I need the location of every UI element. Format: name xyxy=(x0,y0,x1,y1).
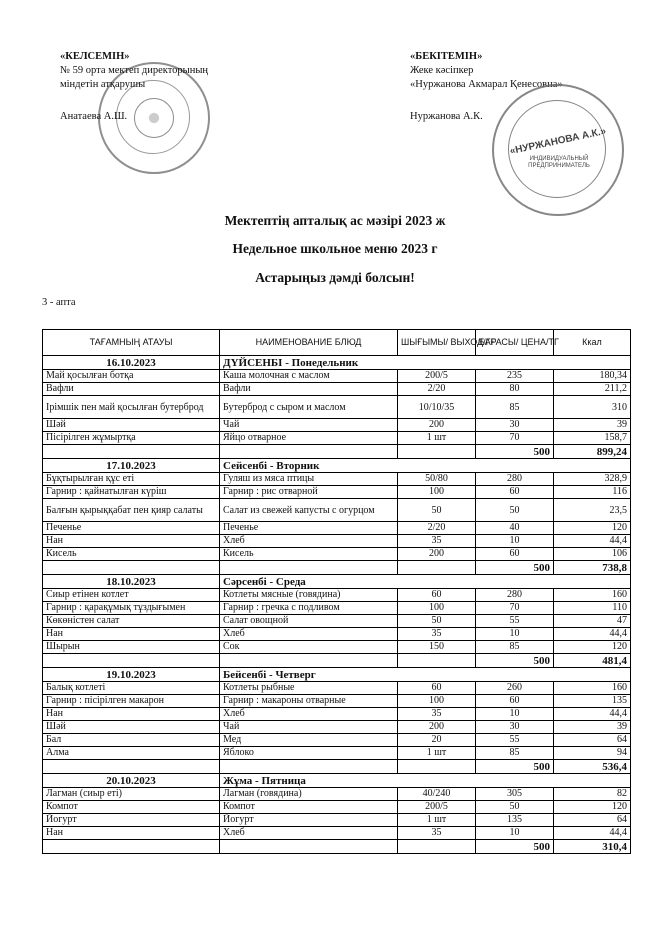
day-header-row xyxy=(43,459,631,473)
dish-price: 85 xyxy=(476,396,554,419)
dish-name-ru: Котлеты рыбные xyxy=(220,682,398,695)
table-row xyxy=(43,734,631,747)
dish-name-ru: Мед xyxy=(220,734,398,747)
dish-name-kz: Нан xyxy=(43,827,220,840)
total-empty-cell xyxy=(220,561,398,575)
table-row xyxy=(43,473,631,486)
title-kz: Мектептің апталық ас мәзірі 2023 ж xyxy=(224,213,446,228)
dish-kcal: 44,4 xyxy=(554,827,631,840)
table-row xyxy=(43,641,631,654)
dish-output: 60 xyxy=(398,589,476,602)
dish-output: 1 шт xyxy=(398,814,476,827)
dish-name-kz: Йогурт xyxy=(43,814,220,827)
total-empty-cell xyxy=(43,760,220,774)
day-header-row xyxy=(43,774,631,788)
total-kcal: 899,24 xyxy=(554,445,631,459)
total-empty-cell xyxy=(220,445,398,459)
day-date: 19.10.2023 xyxy=(43,668,220,682)
table-row xyxy=(43,370,631,383)
table-row xyxy=(43,589,631,602)
table-row xyxy=(43,548,631,561)
dish-name-kz: Бал xyxy=(43,734,220,747)
dish-output: 50 xyxy=(398,499,476,522)
day-date: 20.10.2023 xyxy=(43,774,220,788)
dish-name-kz: Май қосылған ботқа xyxy=(43,370,220,383)
dish-name-kz: Пісірілген жұмыртқа xyxy=(43,432,220,445)
dish-price: 80 xyxy=(476,383,554,396)
dish-name-kz: Шәй xyxy=(43,419,220,432)
dish-price: 260 xyxy=(476,682,554,695)
approval-left-signatory: Анатаева А.Ш. xyxy=(60,111,128,122)
dish-output: 150 xyxy=(398,641,476,654)
dish-kcal: 39 xyxy=(554,419,631,432)
total-empty-cell xyxy=(398,561,476,575)
dish-output: 200/5 xyxy=(398,801,476,814)
approval-left-heading: «КЕЛСЕМІН» xyxy=(60,51,130,62)
table-row xyxy=(43,535,631,548)
dish-name-kz: Сиыр етінен котлет xyxy=(43,589,220,602)
total-empty-cell xyxy=(43,654,220,668)
table-row xyxy=(43,747,631,760)
dish-name-ru: Лагман (говядина) xyxy=(220,788,398,801)
table-row xyxy=(43,522,631,535)
dish-name-kz: Кисель xyxy=(43,548,220,561)
day-name: ДҮЙСЕНБІ - Понедельник xyxy=(220,356,631,370)
total-price: 500 xyxy=(476,561,554,575)
dish-kcal: 106 xyxy=(554,548,631,561)
dish-kcal: 328,9 xyxy=(554,473,631,486)
dish-kcal: 160 xyxy=(554,682,631,695)
total-empty-cell xyxy=(220,760,398,774)
dish-kcal: 120 xyxy=(554,522,631,535)
dish-name-ru: Хлеб xyxy=(220,535,398,548)
dish-name-ru: Печенье xyxy=(220,522,398,535)
dish-kcal: 47 xyxy=(554,615,631,628)
table-row xyxy=(43,682,631,695)
dish-kcal: 120 xyxy=(554,641,631,654)
dish-name-ru: Сок xyxy=(220,641,398,654)
dish-name-ru: Гарнир : гречка с подливом xyxy=(220,602,398,615)
dish-output: 2/20 xyxy=(398,383,476,396)
dish-kcal: 39 xyxy=(554,721,631,734)
dish-name-ru: Йогурт xyxy=(220,814,398,827)
dish-name-kz: Көкөністен салат xyxy=(43,615,220,628)
dish-output: 10/10/35 xyxy=(398,396,476,419)
dish-name-kz: Компот xyxy=(43,801,220,814)
entrepreneur-stamp xyxy=(492,84,624,216)
table-row xyxy=(43,396,631,419)
approval-right-heading: «БЕКІТЕМІН» xyxy=(410,51,483,62)
dish-name-kz: Шырын xyxy=(43,641,220,654)
dish-price: 70 xyxy=(476,432,554,445)
dish-name-ru: Гарнир : макароны отварные xyxy=(220,695,398,708)
dish-output: 35 xyxy=(398,708,476,721)
dish-name-kz: Нан xyxy=(43,628,220,641)
total-kcal: 310,4 xyxy=(554,840,631,854)
week-label: 3 - апта xyxy=(42,297,76,308)
dish-price: 60 xyxy=(476,486,554,499)
approval-right-line2: «Нуржанова Акмарал Қенесовна» xyxy=(410,79,563,90)
dish-name-ru: Хлеб xyxy=(220,628,398,641)
table-row xyxy=(43,602,631,615)
dish-name-ru: Гарнир : рис отварной xyxy=(220,486,398,499)
dish-kcal: 110 xyxy=(554,602,631,615)
dish-name-kz: Нан xyxy=(43,708,220,721)
dish-price: 85 xyxy=(476,641,554,654)
dish-name-kz: Ірімшік пен май қосылған бутерброд xyxy=(43,396,220,419)
dish-price: 30 xyxy=(476,419,554,432)
dish-price: 50 xyxy=(476,499,554,522)
dish-name-kz: Балғын қырыққабат пен қияр салаты xyxy=(43,499,220,522)
dish-name-kz: Нан xyxy=(43,535,220,548)
dish-kcal: 116 xyxy=(554,486,631,499)
dish-output: 200 xyxy=(398,548,476,561)
dish-output: 35 xyxy=(398,535,476,548)
day-header-row xyxy=(43,575,631,589)
dish-name-ru: Салат из свежей капусты с огурцом xyxy=(220,499,398,522)
dish-price: 55 xyxy=(476,734,554,747)
dish-output: 200/5 xyxy=(398,370,476,383)
dish-output: 35 xyxy=(398,628,476,641)
dish-price: 85 xyxy=(476,747,554,760)
menu-table-body xyxy=(43,356,631,854)
total-empty-cell xyxy=(398,840,476,854)
total-price: 500 xyxy=(476,840,554,854)
dish-price: 10 xyxy=(476,535,554,548)
total-price: 500 xyxy=(476,654,554,668)
table-row xyxy=(43,708,631,721)
approval-left-line2: міндетін атқарушы xyxy=(60,79,146,90)
table-row xyxy=(43,419,631,432)
dish-name-ru: Хлеб xyxy=(220,708,398,721)
dish-name-ru: Бутерброд с сыром и маслом xyxy=(220,396,398,419)
dish-price: 10 xyxy=(476,628,554,641)
dish-price: 280 xyxy=(476,473,554,486)
total-kcal: 536,4 xyxy=(554,760,631,774)
total-empty-cell xyxy=(398,445,476,459)
total-empty-cell xyxy=(398,760,476,774)
dish-price: 40 xyxy=(476,522,554,535)
header-name-ru: НАИМЕНОВАНИЕ БЛЮД xyxy=(220,330,398,356)
dish-name-ru: Хлеб xyxy=(220,827,398,840)
total-kcal: 481,4 xyxy=(554,654,631,668)
dish-output: 40/240 xyxy=(398,788,476,801)
dish-kcal: 82 xyxy=(554,788,631,801)
day-name: Бейсенбі - Четверг xyxy=(220,668,631,682)
dish-kcal: 44,4 xyxy=(554,535,631,548)
total-price: 500 xyxy=(476,445,554,459)
dish-name-ru: Чай xyxy=(220,721,398,734)
dish-price: 30 xyxy=(476,721,554,734)
dish-name-kz: Гарнир : пісірілген макарон xyxy=(43,695,220,708)
dish-kcal: 44,4 xyxy=(554,628,631,641)
day-header-row xyxy=(43,356,631,370)
day-total-row xyxy=(43,760,631,774)
dish-kcal: 64 xyxy=(554,734,631,747)
dish-kcal: 158,7 xyxy=(554,432,631,445)
dish-output: 100 xyxy=(398,695,476,708)
dish-output: 20 xyxy=(398,734,476,747)
dish-price: 60 xyxy=(476,548,554,561)
header-price: БАҒАСЫ/ ЦЕНА/ТГ xyxy=(476,330,554,356)
dish-price: 235 xyxy=(476,370,554,383)
table-row xyxy=(43,788,631,801)
dish-price: 60 xyxy=(476,695,554,708)
dish-name-kz: Печенье xyxy=(43,522,220,535)
menu-table xyxy=(42,329,631,854)
title-ru: Недельное школьное меню 2023 г xyxy=(232,241,438,256)
table-row xyxy=(43,615,631,628)
dish-name-kz: Шәй xyxy=(43,721,220,734)
table-row xyxy=(43,721,631,734)
approval-block-left xyxy=(60,50,260,124)
day-name: Жұма - Пятница xyxy=(220,774,631,788)
dish-price: 55 xyxy=(476,615,554,628)
dish-kcal: 94 xyxy=(554,747,631,760)
dish-name-ru: Кисель xyxy=(220,548,398,561)
table-row xyxy=(43,486,631,499)
approval-right-line1: Жеке кәсіпкер xyxy=(410,65,474,76)
stamp-name: «НУРЖАНОВА А.К.» xyxy=(508,125,608,158)
table-row xyxy=(43,499,631,522)
dish-name-kz: Бұқтырылған құс еті xyxy=(43,473,220,486)
dish-name-ru: Гуляш из мяса птицы xyxy=(220,473,398,486)
dish-name-kz: Балық котлеті xyxy=(43,682,220,695)
total-empty-cell xyxy=(220,654,398,668)
dish-output: 60 xyxy=(398,682,476,695)
dish-name-ru: Вафли xyxy=(220,383,398,396)
dish-kcal: 310 xyxy=(554,396,631,419)
total-kcal: 738,8 xyxy=(554,561,631,575)
dish-kcal: 44,4 xyxy=(554,708,631,721)
dish-name-kz: Алма xyxy=(43,747,220,760)
dish-name-ru: Компот xyxy=(220,801,398,814)
total-empty-cell xyxy=(398,654,476,668)
total-empty-cell xyxy=(43,445,220,459)
stamp-subtitle: ИНДИВИДУАЛЬНЫЙ ПРЕДПРИНИМАТЕЛЬ xyxy=(528,156,590,169)
dish-output: 200 xyxy=(398,721,476,734)
dish-kcal: 160 xyxy=(554,589,631,602)
dish-name-ru: Котлеты мясные (говядина) xyxy=(220,589,398,602)
header-name-kz: ТАҒАМНЫҢ АТАУЫ xyxy=(43,330,220,356)
day-date: 16.10.2023 xyxy=(43,356,220,370)
table-row xyxy=(43,628,631,641)
day-total-row xyxy=(43,840,631,854)
dish-name-ru: Каша молочная с маслом xyxy=(220,370,398,383)
approval-left-line1: № 59 орта мектеп директорының xyxy=(60,65,209,76)
dish-kcal: 135 xyxy=(554,695,631,708)
table-row xyxy=(43,814,631,827)
dish-price: 305 xyxy=(476,788,554,801)
dish-output: 35 xyxy=(398,827,476,840)
dish-name-kz: Вафли xyxy=(43,383,220,396)
total-empty-cell xyxy=(43,561,220,575)
dish-output: 1 шт xyxy=(398,747,476,760)
dish-name-kz: Лагман (сиыр еті) xyxy=(43,788,220,801)
dish-output: 1 шт xyxy=(398,432,476,445)
approval-right-signatory: Нуржанова А.К. xyxy=(410,111,483,122)
header-output: ШЫҒЫМЫ/ ВЫХОД/ГР xyxy=(398,330,476,356)
table-row xyxy=(43,383,631,396)
dish-price: 10 xyxy=(476,708,554,721)
day-date: 17.10.2023 xyxy=(43,459,220,473)
dish-output: 100 xyxy=(398,486,476,499)
title-wish: Астарыңыз дәмді болсын! xyxy=(255,270,415,285)
header-kcal: Ккал xyxy=(554,330,631,356)
dish-price: 280 xyxy=(476,589,554,602)
dish-kcal: 120 xyxy=(554,801,631,814)
dish-output: 2/20 xyxy=(398,522,476,535)
table-row xyxy=(43,695,631,708)
dish-name-ru: Салат овощной xyxy=(220,615,398,628)
day-total-row xyxy=(43,654,631,668)
day-total-row xyxy=(43,561,631,575)
table-row xyxy=(43,432,631,445)
total-price: 500 xyxy=(476,760,554,774)
day-name: Сәрсенбі - Среда xyxy=(220,575,631,589)
table-row xyxy=(43,801,631,814)
day-name: Сейсенбі - Вторник xyxy=(220,459,631,473)
dish-kcal: 180,34 xyxy=(554,370,631,383)
dish-price: 10 xyxy=(476,827,554,840)
dish-kcal: 211,2 xyxy=(554,383,631,396)
table-header-row xyxy=(43,330,631,356)
day-date: 18.10.2023 xyxy=(43,575,220,589)
dish-output: 200 xyxy=(398,419,476,432)
dish-name-kz: Гарнир : қарақұмық тұздығымен xyxy=(43,602,220,615)
dish-kcal: 23,5 xyxy=(554,499,631,522)
table-row xyxy=(43,827,631,840)
day-total-row xyxy=(43,445,631,459)
dish-price: 135 xyxy=(476,814,554,827)
dish-price: 70 xyxy=(476,602,554,615)
dish-output: 50 xyxy=(398,615,476,628)
dish-name-kz: Гарнир : қайнатылған күріш xyxy=(43,486,220,499)
dish-output: 100 xyxy=(398,602,476,615)
total-empty-cell xyxy=(220,840,398,854)
day-header-row xyxy=(43,668,631,682)
total-empty-cell xyxy=(43,840,220,854)
dish-name-ru: Яйцо отварное xyxy=(220,432,398,445)
dish-name-ru: Чай xyxy=(220,419,398,432)
dish-output: 50/80 xyxy=(398,473,476,486)
dish-name-ru: Яблоко xyxy=(220,747,398,760)
dish-price: 50 xyxy=(476,801,554,814)
dish-kcal: 64 xyxy=(554,814,631,827)
